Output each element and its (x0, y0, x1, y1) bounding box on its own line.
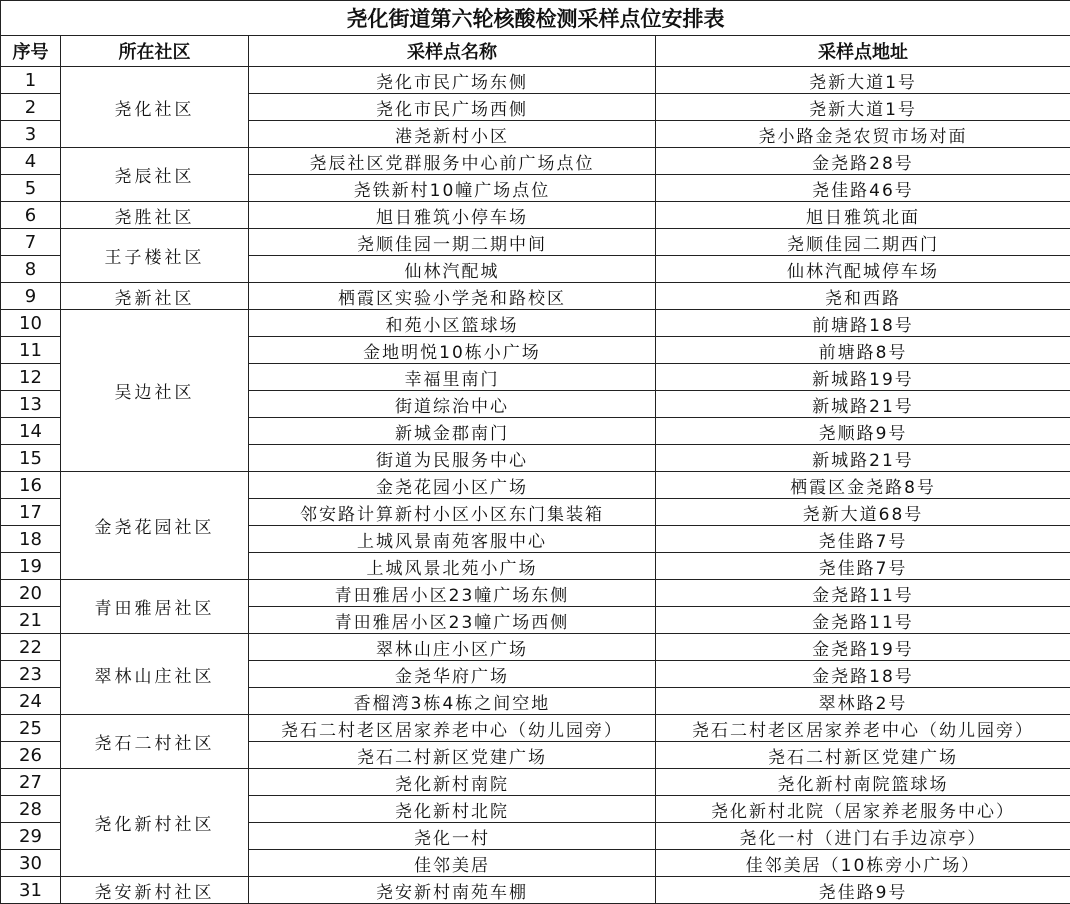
row-seq: 7 (1, 229, 61, 256)
row-seq: 13 (1, 391, 61, 418)
row-site-address: 佳邻美居（10栋旁小广场） (656, 850, 1070, 877)
row-site-name: 尧化市民广场西侧 (249, 94, 656, 121)
row-seq: 6 (1, 202, 61, 229)
row-seq: 2 (1, 94, 61, 121)
header-address: 采样点地址 (656, 36, 1070, 67)
row-seq: 19 (1, 553, 61, 580)
row-community: 尧石二村社区 (61, 715, 249, 769)
row-seq: 24 (1, 688, 61, 715)
row-site-address: 尧佳路7号 (656, 553, 1070, 580)
row-community: 青田雅居社区 (61, 580, 249, 634)
row-seq: 17 (1, 499, 61, 526)
table-row (1, 769, 1070, 796)
row-seq: 21 (1, 607, 61, 634)
row-site-address: 新城路21号 (656, 391, 1070, 418)
row-site-name: 金尧花园小区广场 (249, 472, 656, 499)
row-site-name: 旭日雅筑小停车场 (249, 202, 656, 229)
row-community: 尧新社区 (61, 283, 249, 310)
row-seq: 16 (1, 472, 61, 499)
row-community: 翠林山庄社区 (61, 634, 249, 715)
row-site-name: 栖霞区实验小学尧和路校区 (249, 283, 656, 310)
row-site-name: 街道为民服务中心 (249, 445, 656, 472)
row-community: 尧化社区 (61, 67, 249, 148)
row-seq: 20 (1, 580, 61, 607)
row-site-address: 金尧路28号 (656, 148, 1070, 175)
row-seq: 8 (1, 256, 61, 283)
row-seq: 3 (1, 121, 61, 148)
row-community: 吴边社区 (61, 310, 249, 472)
table-row (1, 202, 1070, 229)
row-site-address: 栖霞区金尧路8号 (656, 472, 1070, 499)
row-site-address: 仙林汽配城停车场 (656, 256, 1070, 283)
row-site-address: 尧小路金尧农贸市场对面 (656, 121, 1070, 148)
row-site-name: 邻安路计算新村小区小区东门集装箱 (249, 499, 656, 526)
table-title: 尧化街道第六轮核酸检测采样点位安排表 (1, 1, 1070, 36)
row-seq: 29 (1, 823, 61, 850)
row-site-address: 尧石二村新区党建广场 (656, 742, 1070, 769)
row-site-address: 旭日雅筑北面 (656, 202, 1070, 229)
row-seq: 28 (1, 796, 61, 823)
row-site-name: 街道综治中心 (249, 391, 656, 418)
row-seq: 26 (1, 742, 61, 769)
row-site-address: 金尧路11号 (656, 580, 1070, 607)
row-site-name: 幸福里南门 (249, 364, 656, 391)
row-site-name: 尧铁新村10幢广场点位 (249, 175, 656, 202)
row-site-address: 前塘路8号 (656, 337, 1070, 364)
row-community: 尧胜社区 (61, 202, 249, 229)
row-site-address: 金尧路18号 (656, 661, 1070, 688)
table-row (1, 472, 1070, 499)
row-site-address: 新城路21号 (656, 445, 1070, 472)
row-seq: 5 (1, 175, 61, 202)
row-site-name: 新城金郡南门 (249, 418, 656, 445)
row-site-name: 上城风景南苑客服中心 (249, 526, 656, 553)
row-site-address: 尧化新村北院（居家养老服务中心） (656, 796, 1070, 823)
row-seq: 23 (1, 661, 61, 688)
row-seq: 10 (1, 310, 61, 337)
row-site-name: 金地明悦10栋小广场 (249, 337, 656, 364)
row-seq: 22 (1, 634, 61, 661)
row-site-name: 尧顺佳园一期二期中间 (249, 229, 656, 256)
row-site-name: 香榴湾3栋4栋之间空地 (249, 688, 656, 715)
row-site-name: 仙林汽配城 (249, 256, 656, 283)
row-site-address: 尧化新村南院篮球场 (656, 769, 1070, 796)
row-site-address: 尧和西路 (656, 283, 1070, 310)
table-row (1, 310, 1070, 337)
table-row (1, 877, 1070, 904)
row-seq: 4 (1, 148, 61, 175)
row-site-name: 尧化新村北院 (249, 796, 656, 823)
row-site-name: 青田雅居小区23幢广场西侧 (249, 607, 656, 634)
row-site-address: 金尧路19号 (656, 634, 1070, 661)
row-seq: 12 (1, 364, 61, 391)
row-site-name: 和苑小区篮球场 (249, 310, 656, 337)
row-site-name: 尧化新村南院 (249, 769, 656, 796)
row-seq: 18 (1, 526, 61, 553)
table-row (1, 580, 1070, 607)
row-seq: 1 (1, 67, 61, 94)
row-site-address: 尧新大道1号 (656, 94, 1070, 121)
row-site-address: 尧佳路7号 (656, 526, 1070, 553)
header-name: 采样点名称 (249, 36, 656, 67)
row-site-address: 尧顺佳园二期西门 (656, 229, 1070, 256)
row-site-address: 尧新大道1号 (656, 67, 1070, 94)
table-row (1, 229, 1070, 256)
table-body (1, 67, 1070, 904)
row-site-address: 尧石二村老区居家养老中心（幼儿园旁） (656, 715, 1070, 742)
row-site-address: 尧佳路46号 (656, 175, 1070, 202)
row-community: 金尧花园社区 (61, 472, 249, 580)
row-site-name: 港尧新村小区 (249, 121, 656, 148)
row-seq: 11 (1, 337, 61, 364)
table-row (1, 634, 1070, 661)
row-seq: 27 (1, 769, 61, 796)
row-site-address: 尧新大道68号 (656, 499, 1070, 526)
row-community: 尧辰社区 (61, 148, 249, 202)
row-seq: 14 (1, 418, 61, 445)
row-seq: 30 (1, 850, 61, 877)
row-site-name: 上城风景北苑小广场 (249, 553, 656, 580)
row-site-address: 尧化一村（进门右手边凉亭） (656, 823, 1070, 850)
table-row (1, 67, 1070, 94)
table-row (1, 715, 1070, 742)
row-site-name: 尧石二村新区党建广场 (249, 742, 656, 769)
row-seq: 9 (1, 283, 61, 310)
row-site-name: 翠林山庄小区广场 (249, 634, 656, 661)
row-community: 王子楼社区 (61, 229, 249, 283)
row-site-address: 前塘路18号 (656, 310, 1070, 337)
row-community: 尧化新村社区 (61, 769, 249, 877)
table-row (1, 283, 1070, 310)
row-seq: 15 (1, 445, 61, 472)
row-site-name: 尧化市民广场东侧 (249, 67, 656, 94)
row-site-address: 尧顺路9号 (656, 418, 1070, 445)
row-site-address: 尧佳路9号 (656, 877, 1070, 904)
row-site-name: 金尧华府广场 (249, 661, 656, 688)
header-seq: 序号 (1, 36, 61, 67)
header-community: 所在社区 (61, 36, 249, 67)
table-row (1, 148, 1070, 175)
row-site-address: 金尧路11号 (656, 607, 1070, 634)
row-site-name: 尧安新村南苑车棚 (249, 877, 656, 904)
row-site-name: 青田雅居小区23幢广场东侧 (249, 580, 656, 607)
row-site-name: 尧辰社区党群服务中心前广场点位 (249, 148, 656, 175)
row-seq: 31 (1, 877, 61, 904)
row-site-address: 新城路19号 (656, 364, 1070, 391)
row-site-name: 佳邻美居 (249, 850, 656, 877)
row-seq: 25 (1, 715, 61, 742)
row-site-name: 尧石二村老区居家养老中心（幼儿园旁） (249, 715, 656, 742)
row-site-name: 尧化一村 (249, 823, 656, 850)
row-site-address: 翠林路2号 (656, 688, 1070, 715)
row-community: 尧安新村社区 (61, 877, 249, 904)
